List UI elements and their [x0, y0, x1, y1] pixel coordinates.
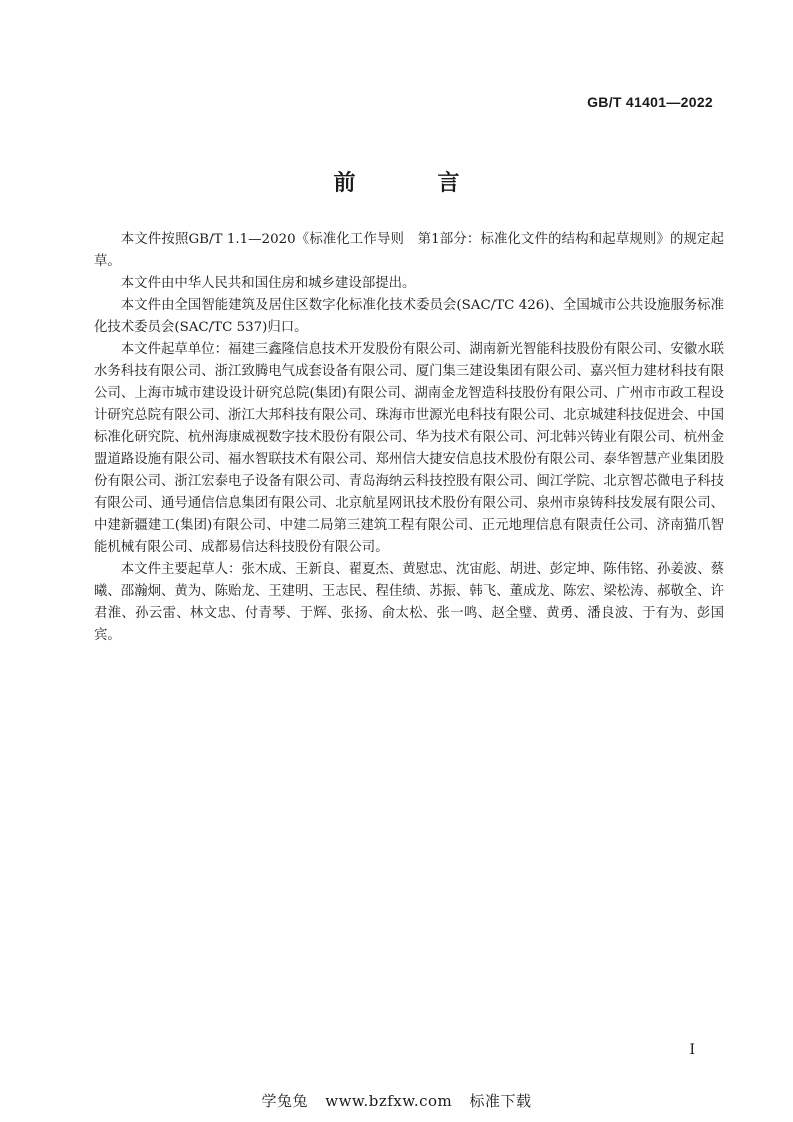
page-title: 前 言 [333, 171, 490, 196]
paragraph-committee: 本文件由全国智能建筑及居住区数字化标准化技术委员会(SAC/TC 426)、全国城市公共设施服务标准化技术委员会(SAC/TC 537)归口。 [94, 298, 724, 335]
paragraph-drafters: 本文件主要起草人：张木成、王新良、翟夏杰、黄慰忠、沈宙彪、胡进、彭定坤、陈伟铭、孙姜波、蔡曦、邵瀚炯、黄为、陈贻龙、王建明、王志民、程佳绩、苏振、韩飞、董成龙、陈宏、梁松涛、郝敬全、许君淮、孙云雷、林文忠、付青琴、于辉、张扬、俞太松、张一鸣、赵全璧、黄勇、潘良波、于有为、彭国宾。 [94, 562, 724, 643]
paragraph-drafting-units: 本文件起草单位：福建三鑫隆信息技术开发股份有限公司、湖南新光智能科技股份有限公司、安徽水联水务科技有限公司、浙江致腾电气成套设备有限公司、厦门集三建设集团有限公司、嘉兴恒力建材科技有限公司、上海市城市建设设计研究总院(集团)有限公司、湖南金龙智造科技股份有限公司、广州市市政工程设计研究总院有限公司、浙江大邦科技有限公司、珠海市世源光电科技有限公司、北京城建科技促进会、中国标准化研究院、杭州海康威视数字技术股份有限公司、华为技术有限公司、河北韩兴铸业有限公司、杭州金盟道路设施有限公司、福水智联技术有限公司、郑州信大捷安信息技术股份有限公司、泰华智慧产业集团股份有限公司、浙江宏泰电子设备有限公司、青岛海纳云科技控股有限公司、闽江学院、北京智芯微电子科技有限公司、通号通信信息集团有限公司、北京航星网讯技术股份有限公司、泉州市泉铸科技发展有限公司、中建新疆建工(集团)有限公司、中建二局第三建筑工程有限公司、正元地理信息有限责任公司、济南猫爪智能机械有限公司、成都易信达科技股份有限公司。 [94, 342, 724, 555]
footer-watermark [0, 1090, 793, 1111]
foreword-body [94, 229, 724, 647]
paragraph-proposer: 本文件由中华人民共和国住房和城乡建设部提出。 [120, 276, 416, 291]
footer-slogan: 标准下载 [469, 1092, 532, 1110]
page-number: I [689, 1042, 695, 1058]
footer-site-name: 学兔兔 [261, 1092, 308, 1110]
footer-url: www.bzfxw.com [325, 1092, 453, 1110]
document-code: GB/T 41401—2022 [587, 94, 713, 110]
paragraph-drafting-rules: 本文件按照GB/T 1.1—2020《标准化工作导则 第1部分：标准化文件的结构和起草规则》的规定起草。 [94, 232, 724, 269]
